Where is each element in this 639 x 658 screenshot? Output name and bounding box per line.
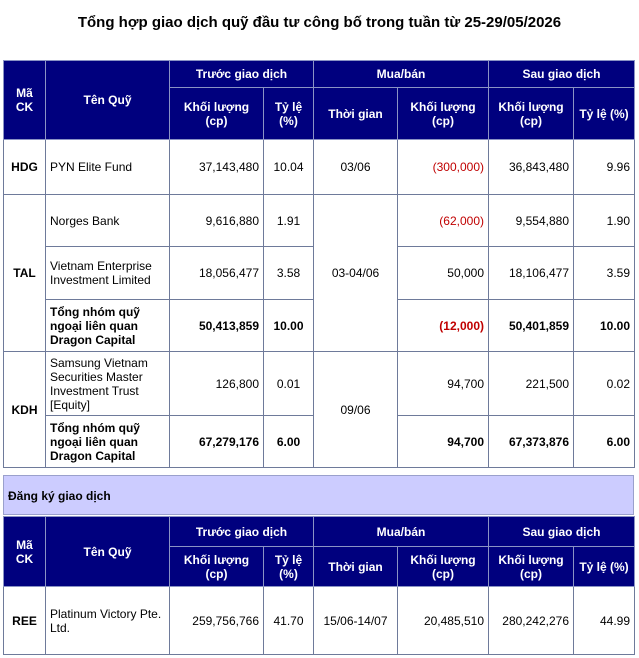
before-volume-cell: 9,616,880	[170, 195, 264, 247]
trade-volume-cell: 94,700	[398, 352, 489, 416]
header-before-ratio: Tỷ lệ (%)	[264, 88, 314, 140]
header-trade-volume: Khối lượng (cp)	[398, 547, 489, 587]
before-ratio-cell: 3.58	[264, 247, 314, 300]
before-volume-cell: 126,800	[170, 352, 264, 416]
before-ratio-cell: 1.91	[264, 195, 314, 247]
header-trade: Mua/bán	[314, 61, 489, 88]
trade-volume-cell: (12,000)	[398, 300, 489, 352]
trade-volume-cell: (300,000)	[398, 140, 489, 195]
section-registration-label: Đăng ký giao dịch	[8, 489, 111, 503]
fund-name-cell: Platinum Victory Pte. Ltd.	[46, 587, 170, 655]
after-ratio-cell: 0.02	[574, 352, 635, 416]
table-row	[4, 195, 635, 247]
before-ratio-cell: 10.04	[264, 140, 314, 195]
header-before-trade: Trước giao dịch	[170, 61, 314, 88]
trade-time-cell: 15/06-14/07	[314, 587, 398, 655]
page-title: Tổng hợp giao dịch quỹ đầu tư công bố trong tuần từ 25-29/05/2026	[77, 14, 562, 31]
after-ratio-cell: 1.90	[574, 195, 635, 247]
before-ratio-cell: 41.70	[264, 587, 314, 655]
trade-volume-cell: 20,485,510	[398, 587, 489, 655]
after-ratio-cell: 9.96	[574, 140, 635, 195]
header-fund-name: Tên Quỹ	[46, 517, 170, 587]
before-volume-cell: 67,279,176	[170, 416, 264, 468]
header-trade: Mua/bán	[314, 517, 489, 547]
after-volume-cell: 18,106,477	[489, 247, 574, 300]
before-volume-cell: 50,413,859	[170, 300, 264, 352]
trade-volume-cell: 50,000	[398, 247, 489, 300]
header-after-trade: Sau giao dịch	[489, 517, 635, 547]
trade-volume-cell: (62,000)	[398, 195, 489, 247]
fund-name-cell: Tổng nhóm quỹ ngoại liên quan Dragon Capital	[46, 416, 170, 468]
after-ratio-cell: 10.00	[574, 300, 635, 352]
before-volume-cell: 259,756,766	[170, 587, 264, 655]
trade-time-cell: 09/06	[314, 352, 398, 468]
table-row	[4, 140, 635, 195]
header-before-volume: Khối lượng (cp)	[170, 88, 264, 140]
after-ratio-cell: 44.99	[574, 587, 635, 655]
fund-name-cell: PYN Elite Fund	[46, 140, 170, 195]
header-ticker: Mã CK	[4, 517, 46, 587]
after-volume-cell: 221,500	[489, 352, 574, 416]
header-after-trade: Sau giao dịch	[489, 61, 635, 88]
after-volume-cell: 67,373,876	[489, 416, 574, 468]
header-after-ratio: Tỷ lệ (%)	[574, 88, 635, 140]
before-volume-cell: 18,056,477	[170, 247, 264, 300]
fund-name-cell: Norges Bank	[46, 195, 170, 247]
fund-name-cell: Tổng nhóm quỹ ngoại liên quan Dragon Capital	[46, 300, 170, 352]
header-trade-volume: Khối lượng (cp)	[398, 88, 489, 140]
header-before-trade: Trước giao dịch	[170, 517, 314, 547]
header-trade-time: Thời gian	[314, 547, 398, 587]
registration-table	[3, 516, 635, 655]
header-after-volume: Khối lượng (cp)	[489, 88, 574, 140]
header-after-ratio: Tỷ lệ (%)	[574, 547, 635, 587]
header-trade-time: Thời gian	[314, 88, 398, 140]
section-registration	[3, 475, 634, 515]
header-ticker: Mã CK	[4, 61, 46, 140]
trade-time-cell: 03-04/06	[314, 195, 398, 352]
ticker-cell: KDH	[4, 352, 46, 468]
ticker-cell: TAL	[4, 195, 46, 352]
table-row	[4, 352, 635, 416]
after-volume-cell: 280,242,276	[489, 587, 574, 655]
ticker-cell: HDG	[4, 140, 46, 195]
after-ratio-cell: 6.00	[574, 416, 635, 468]
before-ratio-cell: 10.00	[264, 300, 314, 352]
before-ratio-cell: 6.00	[264, 416, 314, 468]
after-volume-cell: 36,843,480	[489, 140, 574, 195]
table-row	[4, 587, 635, 655]
after-volume-cell: 9,554,880	[489, 195, 574, 247]
fund-name-cell: Samsung Vietnam Securities Master Investment Trust [Equity]	[46, 352, 170, 416]
trade-volume-cell: 94,700	[398, 416, 489, 468]
ticker-cell: REE	[4, 587, 46, 655]
before-volume-cell: 37,143,480	[170, 140, 264, 195]
after-volume-cell: 50,401,859	[489, 300, 574, 352]
header-fund-name: Tên Quỹ	[46, 61, 170, 140]
header-before-ratio: Tỷ lệ (%)	[264, 547, 314, 587]
header-after-volume: Khối lượng (cp)	[489, 547, 574, 587]
trade-time-cell: 03/06	[314, 140, 398, 195]
fund-transactions-table	[3, 60, 635, 468]
before-ratio-cell: 0.01	[264, 352, 314, 416]
fund-name-cell: Vietnam Enterprise Investment Limited	[46, 247, 170, 300]
header-before-volume: Khối lượng (cp)	[170, 547, 264, 587]
after-ratio-cell: 3.59	[574, 247, 635, 300]
